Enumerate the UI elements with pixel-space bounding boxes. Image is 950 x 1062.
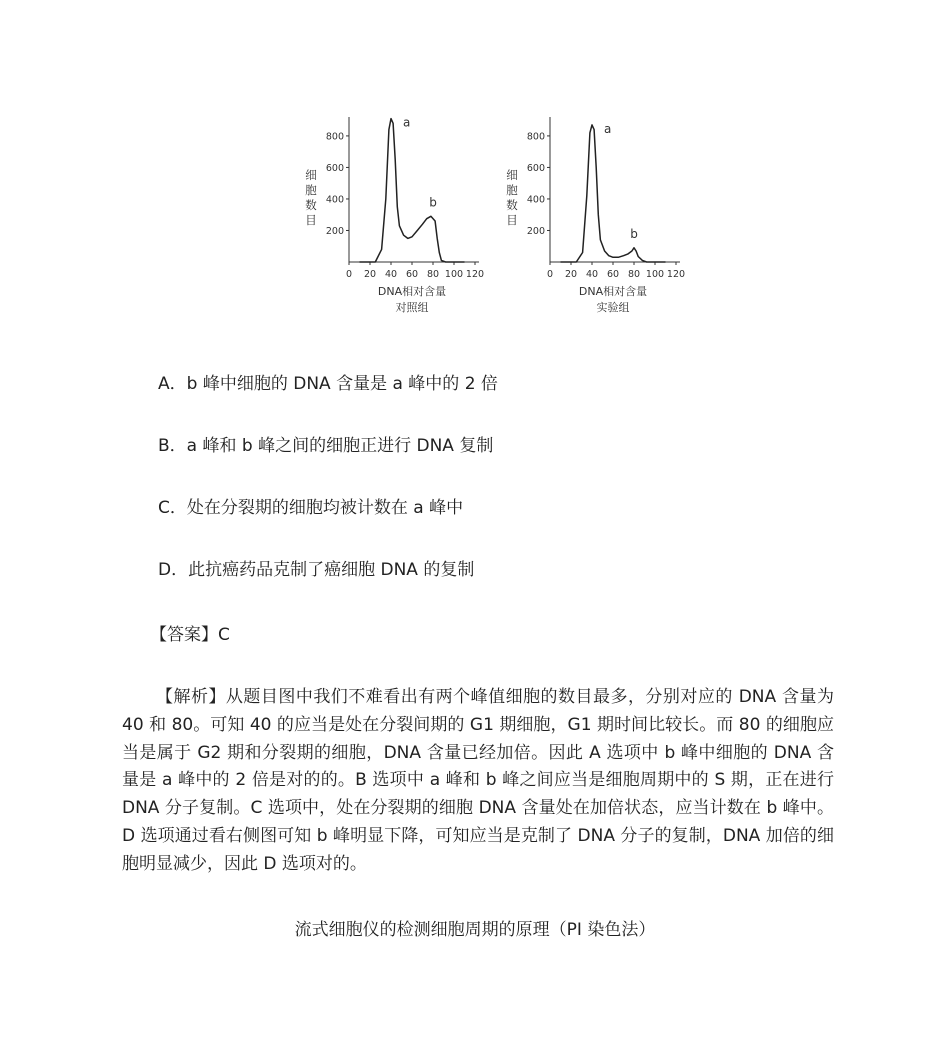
y-axis-label-char: 胞 — [506, 183, 518, 197]
y-axis-label-char: 数 — [506, 198, 518, 212]
group-label: 对照组 — [395, 301, 429, 314]
x-tick-label: 80 — [627, 269, 641, 280]
x-tick-label: 120 — [465, 269, 485, 280]
y-axis-label-char: 细 — [305, 168, 317, 182]
x-axis-label: DNA相对含量 — [578, 285, 648, 298]
y-tick-label: 200 — [325, 225, 344, 237]
flow-cytometry-figure — [300, 112, 700, 322]
y-axis-label-char: 目 — [305, 213, 317, 227]
x-tick-label: 100 — [444, 269, 464, 280]
y-tick-label: 400 — [325, 194, 344, 206]
y-tick-label: 800 — [526, 131, 545, 143]
option-d: D．此抗癌药品克制了癌细胞 DNA 的复制 — [158, 560, 475, 580]
peak-b-label: b — [429, 195, 437, 210]
x-tick-label: 120 — [666, 269, 686, 280]
option-a: A．b 峰中细胞的 DNA 含量是 a 峰中的 2 倍 — [158, 374, 498, 394]
x-tick-label: 0 — [546, 269, 554, 280]
x-tick-label: 20 — [564, 269, 578, 280]
section-caption: 流式细胞仪的检测细胞周期的原理（PI 染色法） — [294, 920, 656, 940]
chart-panel-1 — [305, 116, 484, 314]
option-b: B．a 峰和 b 峰之间的细胞正进行 DNA 复制 — [158, 436, 494, 456]
x-tick-label: 40 — [384, 269, 398, 280]
x-tick-label: 60 — [606, 269, 620, 280]
x-tick-label: 20 — [363, 269, 377, 280]
x-axis-label: DNA相对含量 — [377, 285, 447, 298]
peak-a-label: a — [604, 121, 612, 136]
histogram-curve — [561, 125, 666, 262]
y-tick-label: 600 — [325, 162, 344, 174]
histogram-charts — [300, 112, 700, 322]
y-axis-label-char: 数 — [305, 198, 317, 212]
x-tick-label: 0 — [345, 269, 353, 280]
histogram-curve — [360, 119, 465, 262]
peak-b-label: b — [630, 226, 638, 241]
x-tick-label: 60 — [405, 269, 419, 280]
y-tick-label: 800 — [325, 131, 344, 143]
analysis-paragraph: 【解析】从题目图中我们不难看出有两个峰值细胞的数目最多，分别对应的 DNA 含量为 40 和 80。可知 40 的应当是处在分裂间期的 G1 期细胞，G1 期时间比较长。而 80 的细胞应当是属于 G2 期和分裂期的细胞，DNA 含量已经加倍。因此 A 选项中 b 峰中细胞的 DNA 含量是 a 峰中的 2 倍是对的的。B 选项中 a 峰和 b 峰之间应当是细胞周期中的 S 期，正在进行 DNA 分子复制。C 选项中，处在分裂期的细胞 DNA 含量处在加倍状态，应当计数在 b 峰中。D 选项通过看右侧图可知 b 峰明显下降，可知应当是克制了 DNA 分子的复制，DNA 加倍的细胞明显减少，因此 D 选项对的。 — [122, 687, 834, 874]
y-tick-label: 600 — [526, 162, 545, 174]
y-axis-label-char: 目 — [506, 213, 518, 227]
x-tick-label: 40 — [585, 269, 599, 280]
y-tick-label: 200 — [526, 225, 545, 237]
chart-panel-2 — [506, 117, 685, 314]
answer-line: 【答案】C — [150, 625, 230, 645]
x-tick-label: 100 — [645, 269, 665, 280]
peak-a-label: a — [403, 115, 411, 130]
y-axis-label-char: 细 — [506, 168, 518, 182]
option-c: C．处在分裂期的细胞均被计数在 a 峰中 — [158, 498, 464, 518]
group-label: 实验组 — [596, 301, 630, 314]
y-axis-label-char: 胞 — [305, 183, 317, 197]
x-tick-label: 80 — [426, 269, 440, 280]
y-tick-label: 400 — [526, 194, 545, 206]
